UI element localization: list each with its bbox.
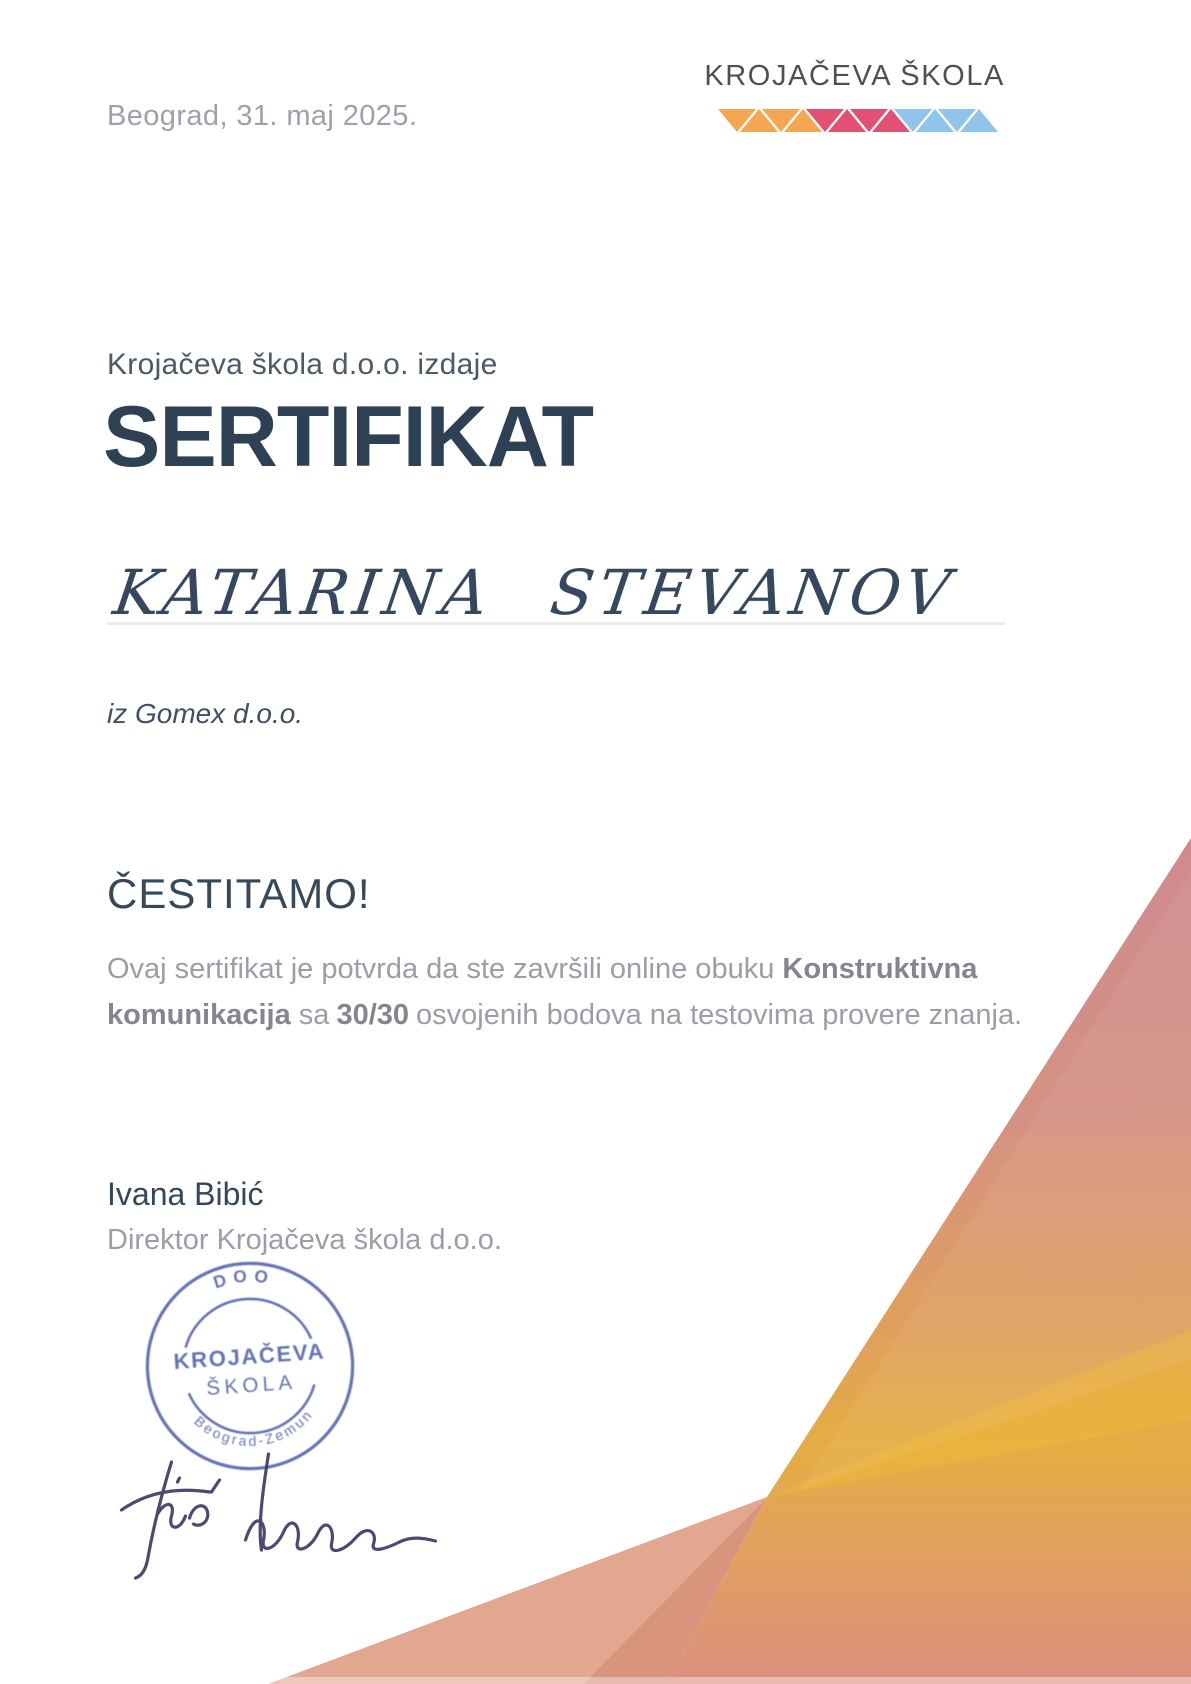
certificate-body-text <box>107 946 1067 1038</box>
logo-triangle-pattern-icon <box>715 107 1001 134</box>
recipient-name: KATARINA STEVANOV <box>109 556 960 629</box>
issue-date: Beograd, 31. maj 2025. <box>107 100 418 132</box>
signer-name: Ivana Bibić <box>107 1176 264 1212</box>
stamp-bottom-text: Beograd-Zemun <box>191 1405 317 1450</box>
signer-title: Direktor Krojačeva škola d.o.o. <box>107 1224 502 1256</box>
stamp-line1: KROJAČEVA <box>172 1338 326 1375</box>
stamp-inner-arc-top <box>183 1295 312 1348</box>
score-value: 30/30 <box>336 999 410 1031</box>
certificate-title: SERTIFIKAT <box>103 389 594 485</box>
congrats-heading: ČESTITAMO! <box>107 870 371 917</box>
course-name: Konstruktivna komunikacija <box>107 953 978 1031</box>
director-signature <box>103 1446 448 1596</box>
stamp-line2: ŠKOLA <box>205 1370 298 1400</box>
issuer-line: Krojačeva škola d.o.o. izdaje <box>107 348 498 381</box>
school-logo-text: KROJAČEVA ŠKOLA <box>704 60 1005 92</box>
body-part2: sa <box>290 999 330 1031</box>
body-part3: osvojenih bodova na testovima provere znanja. <box>416 999 1023 1031</box>
stamp-top-text: DOO <box>210 1265 276 1293</box>
body-part1: Ovaj sertifikat je potvrda da ste završili online obuku <box>107 953 783 985</box>
company-stamp <box>142 1258 358 1474</box>
recipient-name-wrap <box>109 548 960 629</box>
recipient-company: iz Gomex d.o.o. <box>107 698 304 729</box>
